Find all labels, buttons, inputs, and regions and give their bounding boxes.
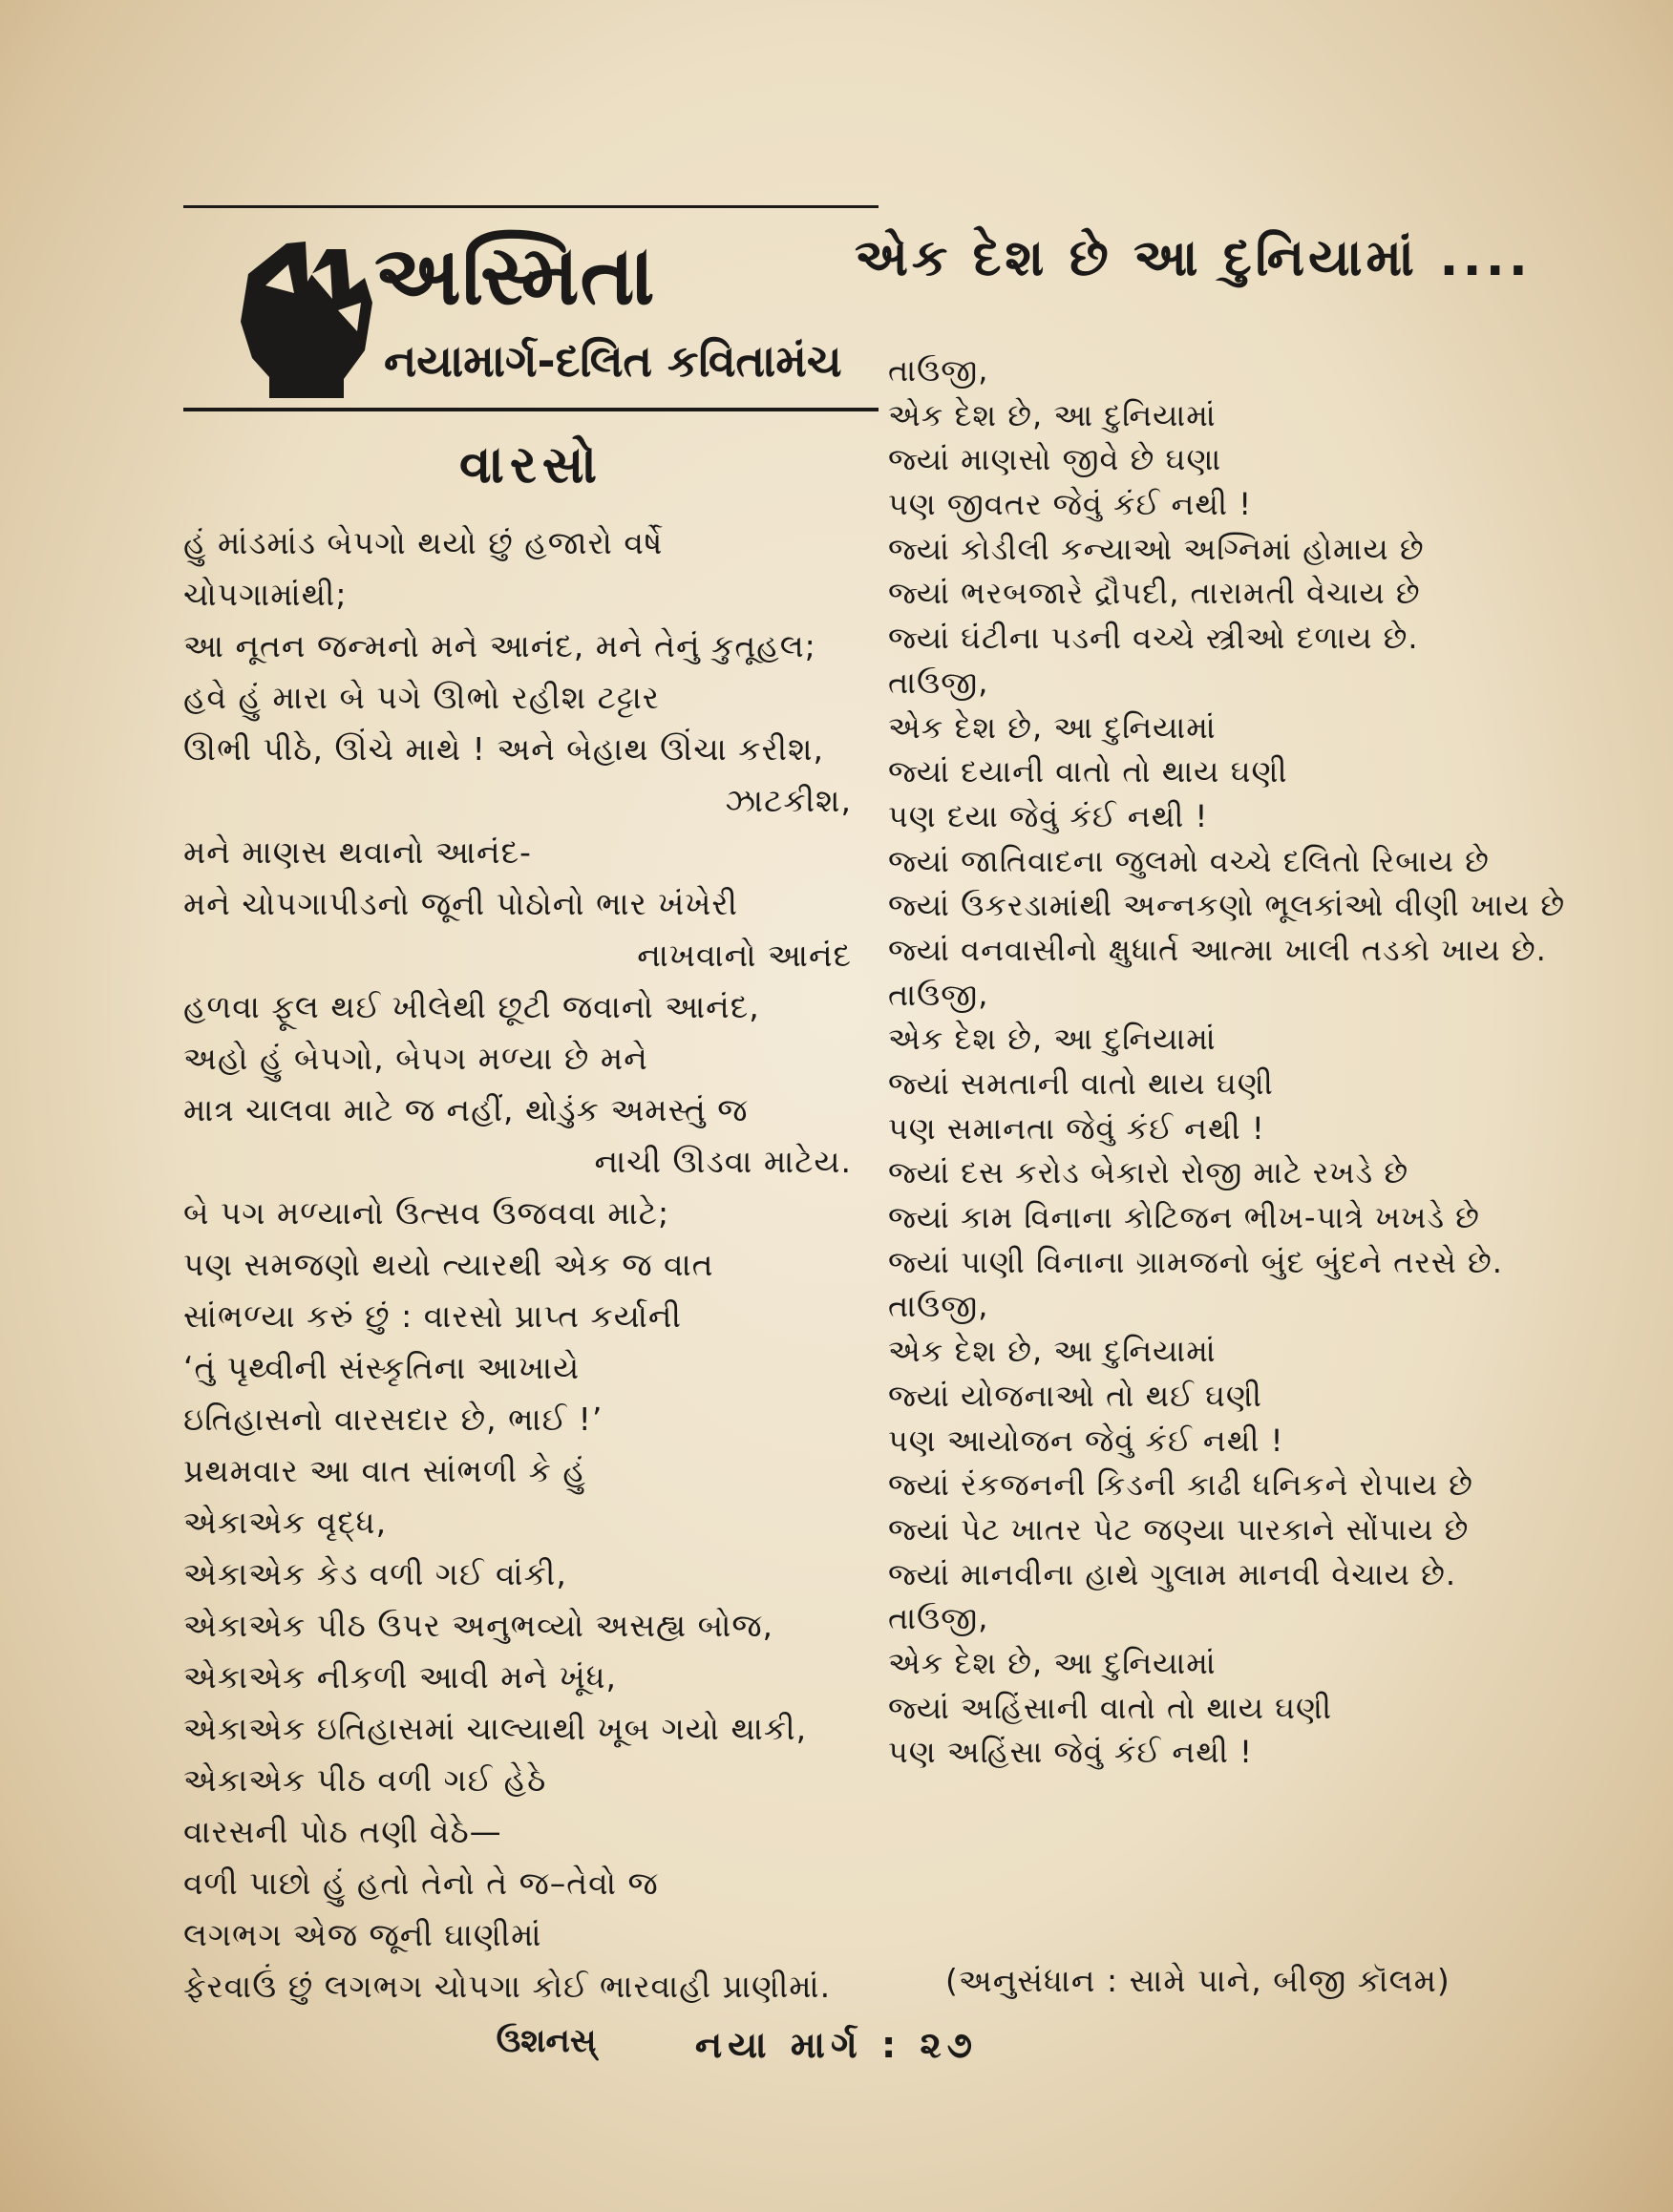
poem-line: જ્યાં જાતિવાદના જુલમો વચ્ચે દલિતો રિબાય છે: [888, 842, 1490, 879]
poem-line: જ્યાં માણસો જીવે છે ઘણા: [888, 441, 1222, 478]
poem-line: એક દેશ છે, આ દુનિયામાં: [888, 1021, 1217, 1058]
poem-line: જ્યાં પેટ ખાતર પેટ જણ્યા પારકાને સોંપાય છે: [888, 1510, 1470, 1548]
poem-line: લગભગ એજ જૂની ઘાણીમાં: [183, 1916, 542, 1953]
poem-line: જ્યાં કોડીલી કન્યાઓ અગ્નિમાં હોમાય છે: [888, 530, 1425, 567]
raised-fist-icon: [231, 236, 374, 400]
top-rule: [183, 205, 879, 208]
poem-line: પણ આયોજન જેવું કંઈ નથી !: [888, 1422, 1284, 1459]
poem-line: નાખવાનો આનંદ: [637, 937, 852, 974]
poem-line: હવે હું મારા બે પગે ઊભો રહીશ ટટ્ટાર: [183, 679, 660, 716]
poem-line: તાઉજી,: [888, 1600, 989, 1637]
poem-line: એક દેશ છે, આ દુનિયામાં: [888, 396, 1217, 433]
poem-line: મને માણસ થવાનો આનંદ-: [183, 833, 532, 871]
poem-line: ઝાટકીશ,: [725, 782, 852, 819]
poem-line: એકાએક ઇતિહાસમાં ચાલ્યાથી ખૂબ ગયો થાકી,: [183, 1710, 808, 1747]
poem-line: જ્યાં ભરબજારે દ્રૌપદી, તારામતી વેચાય છે: [888, 575, 1421, 612]
poem-line: જ્યાં દસ કરોડ બેકારો રોજી માટે રખડે છે: [888, 1154, 1409, 1191]
poem-line: જ્યાં માનવીના હાથે ગુલામ માનવી વેચાય છે.: [888, 1555, 1457, 1592]
masthead-rule: [183, 408, 879, 411]
left-poem-title: વારસો: [458, 434, 604, 495]
poem-line: એકાએક નીકળી આવી મને ખૂંધ,: [183, 1658, 618, 1696]
poem-line: ઇતિહાસનો વારસદાર છે, ભાઈ !’: [183, 1401, 604, 1438]
masthead-subtitle: નયામાર્ગ-દલિત કવિતામંચ: [384, 335, 842, 387]
poem-line: જ્યાં પાણી વિનાના ગ્રામજનો બુંદ બુંદને તરસે છે.: [888, 1243, 1503, 1280]
poem-line: ફેરવાઉં છું લગભગ ચોપગા કોઈ ભારવાહી પ્રાણીમાં.: [183, 1968, 832, 2005]
poem-line: ઊભી પીઠે, ઊંચે માથે ! અને બેહાથ ઊંચા કરીશ,: [183, 730, 824, 768]
poem-line: પણ સમાનતા જેવું કંઈ નથી !: [888, 1109, 1265, 1147]
poem-line: તાઉજી,: [888, 352, 989, 389]
poem-author: ઉશનસ્: [496, 2022, 597, 2060]
poem-line: એકાએક પીઠ ઉપર અનુભવ્યો અસહ્ય બોજ,: [183, 1607, 774, 1644]
poem-line: હું માંડમાંડ બેપગો થયો છું હજારો વર્ષે: [183, 524, 664, 561]
poem-line: જ્યાં કામ વિનાના કોટિજન ભીખ-પાત્રે ખખડે છે: [888, 1199, 1480, 1236]
poem-line: જ્યાં ઘંટીના પડની વચ્ચે સ્ત્રીઓ દળાય છે.: [888, 620, 1419, 657]
poem-line: એકાએક પીઠ વળી ગઈ હેઠે: [183, 1761, 547, 1799]
asmita-masthead: [231, 228, 880, 403]
poem-line: તાઉજી,: [888, 1288, 989, 1325]
poem-line: જ્યાં ઉકરડામાંથી અન્નકણો ભૂલકાંઓ વીણી ખાય છે: [888, 887, 1566, 924]
poem-line: વળી પાછો હું હતો તેનો તે જ–તેવો જ: [183, 1864, 659, 1902]
poem-line: જ્યાં યોજનાઓ તો થઈ ઘણી: [888, 1377, 1262, 1414]
poem-line: હળવા ફૂલ થઈ ખીલેથી છૂટી જવાનો આનંદ,: [183, 988, 760, 1025]
poem-line: એક દેશ છે, આ દુનિયામાં: [888, 708, 1217, 746]
page-footer: નયા માર્ગ : ૨૭: [694, 2024, 979, 2066]
poem-line: ચોપગામાંથી;: [183, 576, 348, 613]
poem-line: મને ચોપગાપીડનો જૂની પોઠોનો ભાર ખંખેરી: [183, 885, 738, 922]
continuation-note: (અનુસંધાન : સામે પાને, બીજી કૉલમ): [945, 1962, 1451, 1999]
poem-line: સાંભળ્યા કરું છું : વારસો પ્રાપ્ત કર્યાની: [183, 1297, 682, 1335]
poem-line: પણ અહિંસા જેવું કંઈ નથી !: [888, 1734, 1253, 1771]
poem-line: પણ દયા જેવું કંઈ નથી !: [888, 797, 1209, 834]
poem-line: એકાએક વૃદ્ધ,: [183, 1504, 388, 1541]
poem-line: એકાએક કેડ વળી ગઈ વાંકી,: [183, 1555, 567, 1592]
poem-line: વારસની પોઠ તણી વેઠે—: [183, 1813, 502, 1850]
left-poem-body: [183, 517, 852, 2070]
right-poem-body: [888, 348, 1566, 1775]
poem-line: પણ જીવતર જેવું કંઈ નથી !: [888, 486, 1253, 523]
poem-line: એક દેશ છે, આ દુનિયામાં: [888, 1644, 1217, 1681]
poem-line: જ્યાં સમતાની વાતો થાય ઘણી: [888, 1065, 1274, 1102]
poem-line: જ્યાં દયાની વાતો તો થાય ઘણી: [888, 753, 1288, 790]
poem-line: બે પગ મળ્યાનો ઉત્સવ ઉજવવા માટે;: [183, 1194, 670, 1232]
right-poem-title: એક દેશ છે આ દુનિયામાં ....: [855, 229, 1532, 287]
poem-line: આ નૂતન જન્મનો મને આનંદ, મને તેનું કુતૂહલ;: [183, 627, 816, 664]
poem-line: જ્યાં વનવાસીનો ક્ષુધાર્ત આત્મા ખાલી તડકો ખાય છે.: [888, 931, 1547, 968]
poem-line: પ્રથમવાર આ વાત સાંભળી કે હું: [183, 1452, 586, 1489]
poem-line: તાઉજી,: [888, 664, 989, 701]
poem-line: ‘તું પૃથ્વીની સંસ્કૃતિના આખાયે: [183, 1349, 581, 1386]
poem-line: એક દેશ છે, આ દુનિયામાં: [888, 1333, 1217, 1370]
poem-line: જ્યાં અહિંસાની વાતો તો થાય ઘણી: [888, 1689, 1333, 1726]
poem-line: અહો હું બેપગો, બેપગ મળ્યા છે મને: [183, 1040, 648, 1077]
poem-line: તાઉજી,: [888, 976, 989, 1013]
masthead-title: અસ્મિતા: [374, 228, 656, 324]
poem-line: નાચી ઊડવા માટેય.: [594, 1143, 852, 1180]
poem-line: પણ સમજણો થયો ત્યારથી એક જ વાત: [183, 1246, 714, 1283]
poem-line: માત્ર ચાલવા માટે જ નહીં, થોડુંક અમસ્તું જ: [183, 1091, 749, 1128]
poem-line: જ્યાં રંકજનની કિડની કાઢી ધનિકને રોપાય છે: [888, 1466, 1473, 1504]
